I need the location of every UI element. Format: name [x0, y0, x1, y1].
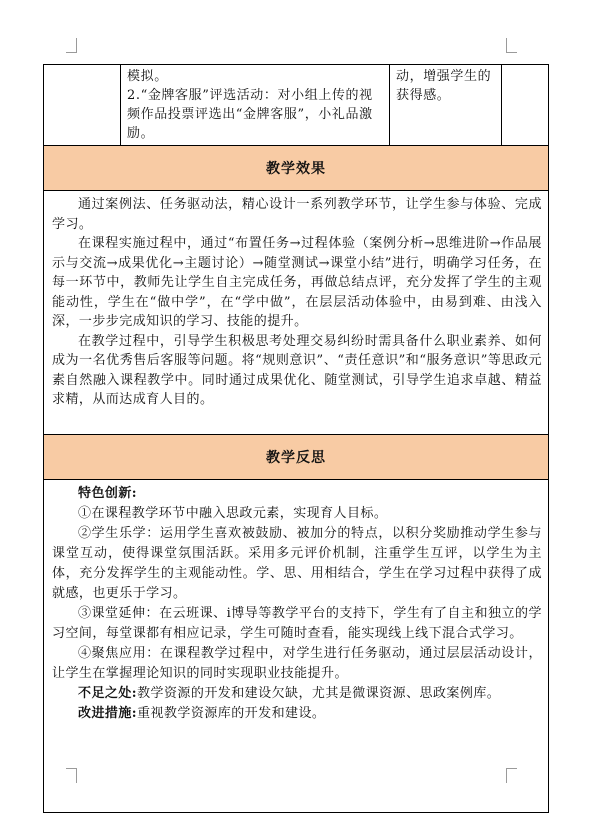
improvement-text: 重视教学资源库的开发和建设。 [137, 706, 326, 721]
activity-cell [121, 65, 390, 145]
reflection-item: ③课堂延伸：在云班课、i博导等教学平台的支持下，学生有了自主和独立的学习空间，每堂课都有相应记录，学生可随时查看，能实现线上线下混合式学习。 [52, 606, 542, 641]
reflection-item: ①在课程教学环节中融入思政元素，实现育人目标。 [78, 506, 388, 521]
innovation-heading [52, 484, 542, 504]
effect-section [44, 191, 548, 435]
section-header-effect: 教学效果 [44, 146, 548, 191]
lesson-plan-table [43, 64, 549, 813]
activity-line: 模拟。 [127, 69, 168, 84]
empty-cell [502, 65, 548, 145]
reflection-item: ④聚焦应用：在课程教学过程中，对学生进行任务驱动，通过层层活动设计，让学生在掌握理论知识的同时实现职业技能提升。 [52, 646, 542, 681]
purpose-cell [390, 65, 502, 145]
reflection-section [44, 480, 548, 813]
shortcoming-paragraph [52, 684, 542, 704]
table-row [44, 65, 548, 146]
activity-item: 2.“金牌客服”评选活动：对小组上传的视频作品投票评选出“金牌客服”，小礼品激励。 [127, 88, 373, 141]
effect-paragraph: 在课程实施过程中，通过“布置任务→过程体验（案例分析→思维进阶→作品展示与交流→成果优化→主题讨论）→随堂测试→课堂小结”进行，明确学习任务，在每一环节中，教师先让学生自主完成任务，再做总结点评，充分发挥了学生的主观能动性，学生在“做中学”，在“学中做”，在层层活动体验中，由易到难、由浅入深，一步步完成知识的学习、技能的提升。 [52, 236, 542, 329]
shortcoming-label: 不足之处: [78, 686, 138, 701]
crop-mark-top-right [506, 38, 517, 53]
shortcoming-text: 教学资源的开发和建设欠缺，尤其是微课资源、思政案例库。 [137, 686, 501, 701]
section-header-reflection: 教学反思 [44, 435, 548, 480]
empty-cell [44, 65, 121, 145]
improvement-paragraph [52, 704, 542, 724]
crop-mark-top-left [66, 38, 77, 53]
effect-paragraph: 在教学过程中，引导学生积极思考处理交易纠纷时需具备什么职业素养、如何成为一名优秀售后客服等问题。将“规则意识”、“责任意识”和“服务意识”等思政元素自然融入课程教学中。同时通过成果优化、随堂测试，引导学生追求卓越、精益求精，从而达成育人目的。 [52, 333, 542, 407]
reflection-item: ②学生乐学：运用学生喜欢被鼓励、被加分的特点，以积分奖励推动学生参与课堂互动，使得课堂氛围活跃。采用多元评价机制，注重学生互评，以学生为主体，充分发挥学生的主观能动性。学、思、用相结合，学生在学习过程中获得了成就感，也更乐于学习。 [52, 526, 542, 601]
innovation-label: 特色创新: [78, 486, 138, 501]
improvement-label: 改进措施: [78, 706, 138, 721]
effect-paragraph: 通过案例法、任务驱动法，精心设计一系列教学环节，让学生参与体验、完成学习。 [52, 197, 542, 232]
purpose-text: 动，增强学生的获得感。 [396, 69, 492, 103]
